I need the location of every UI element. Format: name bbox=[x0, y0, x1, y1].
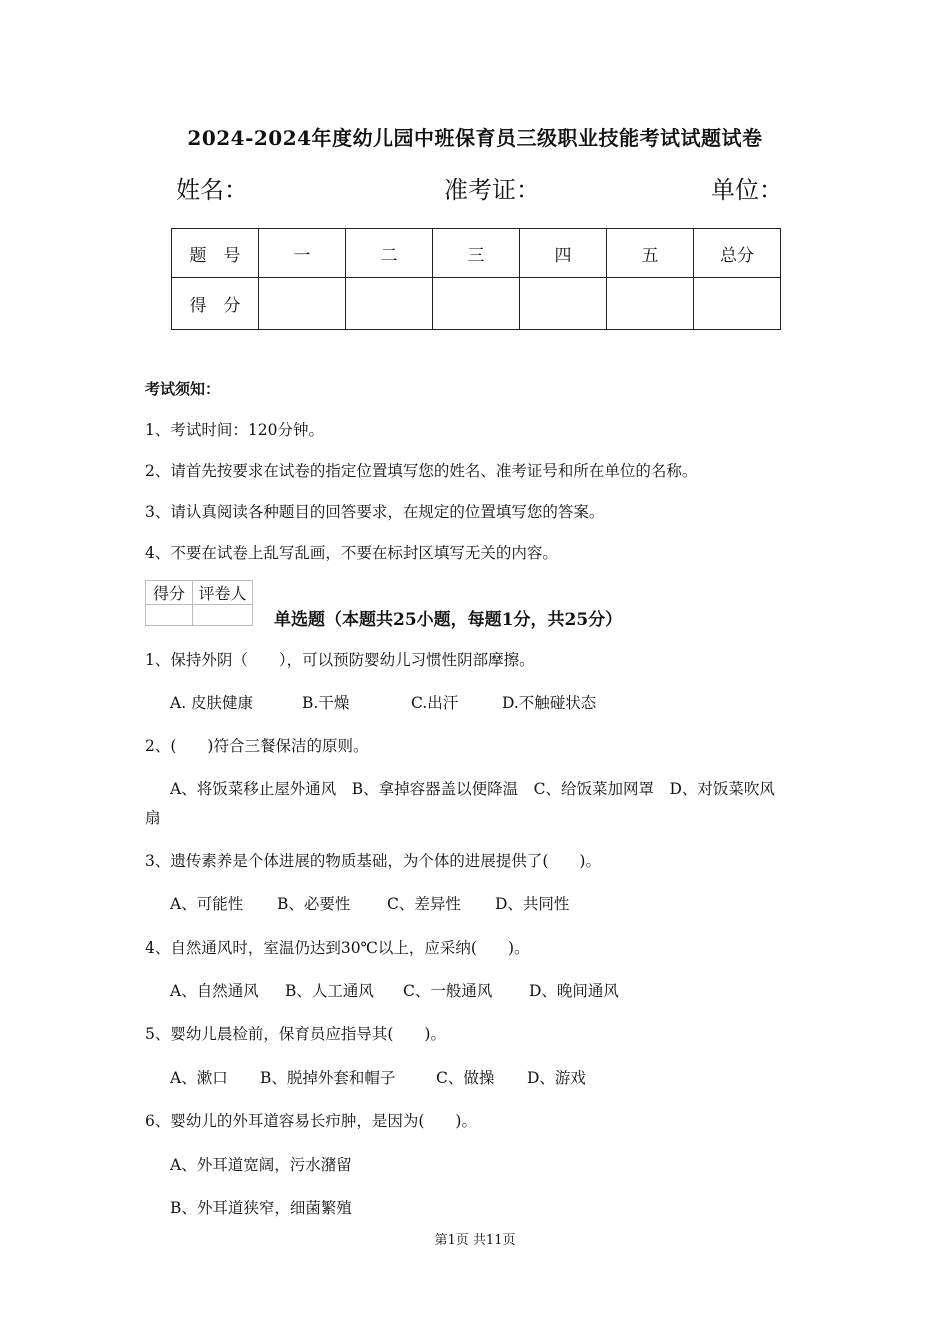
question-stem: 3、遗传素养是个体进展的物质基础，为个体的进展提供了( )。 bbox=[145, 852, 601, 870]
option[interactable]: C.出汗 bbox=[411, 694, 459, 712]
score-table bbox=[171, 228, 781, 330]
score-cell-5: 五 bbox=[607, 229, 694, 278]
exam-title: 2024-2024年度幼儿园中班保育员三级职业技能考试试题试卷 bbox=[187, 126, 763, 150]
score-cell-1: 一 bbox=[259, 229, 346, 278]
option[interactable]: C、一般通风 bbox=[403, 982, 493, 1000]
notice-item: 4、不要在试卷上乱写乱画，不要在标封区填写无关的内容。 bbox=[145, 544, 558, 562]
section-title: 单选题（本题共25小题，每题1分，共25分） bbox=[274, 610, 623, 630]
score-input-4[interactable] bbox=[520, 278, 607, 330]
notice-item: 2、请首先按要求在试卷的指定位置填写您的姓名、准考证号和所在单位的名称。 bbox=[145, 462, 698, 480]
question-stem: 5、婴幼儿晨检前，保育员应指导其( )。 bbox=[145, 1025, 446, 1043]
grader-name-label: 评卷人 bbox=[193, 581, 253, 605]
page-footer: 第1页 共11页 bbox=[434, 1233, 516, 1248]
question-options bbox=[170, 979, 619, 1001]
score-row-label: 得 分 bbox=[172, 278, 259, 330]
option[interactable]: D、共同性 bbox=[495, 895, 570, 913]
notice-item: 1、考试时间：120分钟。 bbox=[145, 421, 324, 439]
option[interactable]: C、差异性 bbox=[387, 895, 461, 913]
question-options bbox=[170, 1066, 586, 1088]
notice-heading: 考试须知： bbox=[145, 380, 221, 398]
question-stem: 1、保持外阴（ ），可以预防婴幼儿习惯性阴部摩擦。 bbox=[145, 651, 535, 669]
score-cell-total: 总分 bbox=[694, 229, 781, 278]
question-stem: 2、( )符合三餐保洁的原则。 bbox=[145, 737, 369, 755]
question-stem: 4、自然通风时，室温仍达到30℃以上，应采纳( )。 bbox=[145, 939, 530, 957]
question-options[interactable]: A、将饭菜移止屋外通风 B、拿掉容器盖以便降温 C、给饭菜加网罩 D、对饭菜吹风 bbox=[170, 780, 775, 798]
grader-name-cell[interactable] bbox=[193, 605, 253, 626]
option[interactable]: B、脱掉外套和帽子 bbox=[260, 1069, 396, 1087]
question-options-wrap: 扇 bbox=[145, 809, 161, 827]
notice-item: 3、请认真阅读各种题目的回答要求，在规定的位置填写您的答案。 bbox=[145, 503, 605, 521]
option[interactable]: A、可能性 bbox=[170, 895, 244, 913]
question-stem: 6、婴幼儿的外耳道容易长疖肿，是因为( )。 bbox=[145, 1112, 477, 1130]
option[interactable]: B、人工通风 bbox=[285, 982, 374, 1000]
score-cell-label: 题 号 bbox=[172, 229, 259, 278]
score-input-5[interactable] bbox=[607, 278, 694, 330]
option[interactable]: B、必要性 bbox=[277, 895, 351, 913]
score-input-2[interactable] bbox=[346, 278, 433, 330]
score-cell-4: 四 bbox=[520, 229, 607, 278]
option[interactable]: A. 皮肤健康 bbox=[170, 694, 254, 712]
option[interactable]: A、外耳道宽阔，污水潴留 bbox=[170, 1156, 352, 1174]
score-cell-3: 三 bbox=[433, 229, 520, 278]
option[interactable]: D.不触碰状态 bbox=[502, 694, 597, 712]
score-table-score-row bbox=[172, 278, 781, 330]
exam-id-label: 准考证： bbox=[444, 176, 540, 204]
option[interactable]: D、晚间通风 bbox=[529, 982, 619, 1000]
option[interactable]: A、漱口 bbox=[170, 1069, 228, 1087]
name-label: 姓名： bbox=[176, 176, 248, 204]
score-input-3[interactable] bbox=[433, 278, 520, 330]
option[interactable]: D、游戏 bbox=[527, 1069, 586, 1087]
option[interactable]: B、外耳道狭窄，细菌繁殖 bbox=[170, 1199, 352, 1217]
score-input-total[interactable] bbox=[694, 278, 781, 330]
question-options bbox=[170, 691, 596, 713]
grader-score-cell[interactable] bbox=[146, 605, 193, 626]
option[interactable]: B.干燥 bbox=[302, 694, 350, 712]
unit-label: 单位： bbox=[711, 176, 783, 204]
score-table-header-row bbox=[172, 229, 781, 278]
grader-box bbox=[145, 580, 253, 626]
question-options bbox=[170, 892, 569, 914]
option[interactable]: C、做操 bbox=[436, 1069, 495, 1087]
score-cell-2: 二 bbox=[346, 229, 433, 278]
score-input-1[interactable] bbox=[259, 278, 346, 330]
option[interactable]: A、自然通风 bbox=[170, 982, 259, 1000]
grader-score-label: 得分 bbox=[146, 581, 193, 605]
